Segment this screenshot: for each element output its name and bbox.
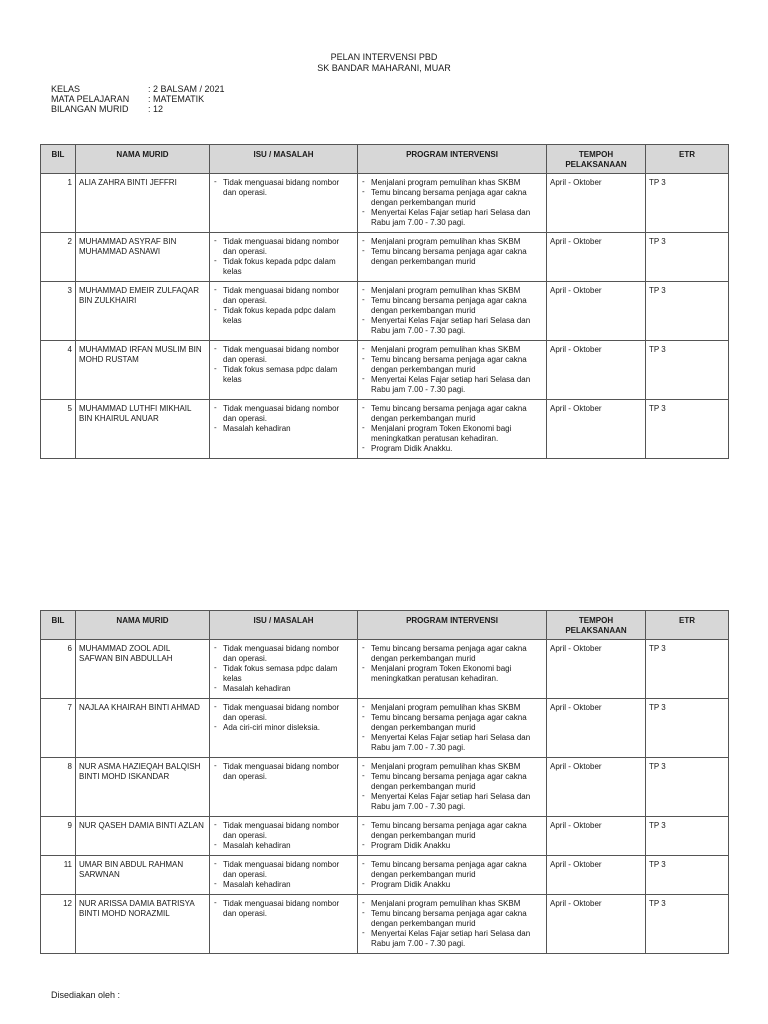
col-header-tempoh-pelaksanaan: TEMPOH PELAKSANAAN <box>547 611 646 640</box>
col-header-etr: ETR <box>646 611 729 640</box>
cell-program <box>358 758 547 817</box>
cell-program <box>358 640 547 699</box>
cell-program-item: - Temu bincang bersama penjaga agar cakna dengan perkembangan murid <box>361 909 543 929</box>
cell-program-list <box>361 703 543 753</box>
cell-bil: 9 <box>41 817 76 856</box>
school-name: SK BANDAR MAHARANI, MUAR <box>317 63 451 73</box>
cell-nama-murid: NAJLAA KHAIRAH BINTI AHMAD <box>76 699 210 758</box>
cell-program <box>358 233 547 282</box>
cell-program-item: - Temu bincang bersama penjaga agar cakna dengan perkembangan murid <box>361 247 543 267</box>
cell-nama-murid: MUHAMMAD IRFAN MUSLIM BIN MOHD RUSTAM <box>76 341 210 400</box>
table-row <box>41 400 729 459</box>
table-row <box>41 174 729 233</box>
cell-isu-list <box>213 345 354 385</box>
cell-isu-list <box>213 703 354 733</box>
cell-program-item: - Menjalani program pemulihan khas SKBM <box>361 237 543 247</box>
cell-program-item: - Temu bincang bersama penjaga agar cakna dengan perkembangan murid <box>361 404 543 424</box>
cell-program-item: - Menyertai Kelas Fajar setiap hari Selasa dan Rabu jam 7.00 - 7.30 pagi. <box>361 929 543 949</box>
cell-isu <box>210 400 358 459</box>
cell-isu-item: - Tidak menguasai bidang nombor dan operasi. <box>213 178 354 198</box>
table-row <box>41 699 729 758</box>
col-header-nama-murid: NAMA MURID <box>76 145 210 174</box>
cell-program-item: - Menjalani program Token Ekonomi bagi meningkatkan peratusan kehadiran. <box>361 424 543 444</box>
cell-tempoh: April - Oktober <box>547 895 646 954</box>
cell-program <box>358 174 547 233</box>
cell-program-item: - Menjalani program pemulihan khas SKBM <box>361 703 543 713</box>
cell-etr: TP 3 <box>646 640 729 699</box>
cell-isu-item: - Tidak menguasai bidang nombor dan operasi. <box>213 762 354 782</box>
cell-isu-item: - Tidak menguasai bidang nombor dan operasi. <box>213 286 354 306</box>
cell-tempoh: April - Oktober <box>547 640 646 699</box>
cell-etr: TP 3 <box>646 233 729 282</box>
cell-bil: 2 <box>41 233 76 282</box>
cell-program-item: - Menyertai Kelas Fajar setiap hari Selasa dan Rabu jam 7.00 - 7.30 pagi. <box>361 792 543 812</box>
cell-program-item: - Temu bincang bersama penjaga agar cakna dengan perkembangan murid <box>361 644 543 664</box>
cell-isu <box>210 341 358 400</box>
cell-isu-item: - Ada ciri-ciri minor disleksia. <box>213 723 354 733</box>
table-row <box>41 282 729 341</box>
cell-tempoh: April - Oktober <box>547 817 646 856</box>
cell-bil: 11 <box>41 856 76 895</box>
table-row <box>41 856 729 895</box>
cell-bil: 3 <box>41 282 76 341</box>
cell-isu <box>210 817 358 856</box>
cell-program-item: - Temu bincang bersama penjaga agar cakna dengan perkembangan murid <box>361 188 543 208</box>
cell-program-item: - Menyertai Kelas Fajar setiap hari Selasa dan Rabu jam 7.00 - 7.30 pagi. <box>361 375 543 395</box>
cell-isu-item: - Tidak fokus semasa pdpc dalam kelas <box>213 664 354 684</box>
class-value: : 2 BALSAM / 2021 <box>148 84 225 94</box>
cell-nama-murid: MUHAMMAD EMEIR ZULFAQAR BIN ZULKHAIRI <box>76 282 210 341</box>
col-header-bil: BIL <box>41 611 76 640</box>
cell-program <box>358 856 547 895</box>
col-header-isu-masalah: ISU / MASALAH <box>210 611 358 640</box>
intervention-table-2 <box>40 610 729 954</box>
cell-isu-item: - Tidak fokus semasa pdpc dalam kelas <box>213 365 354 385</box>
cell-program-item: - Temu bincang bersama penjaga agar cakna dengan perkembangan murid <box>361 772 543 792</box>
class-info-row <box>51 84 225 94</box>
cell-tempoh: April - Oktober <box>547 341 646 400</box>
cell-isu-item: - Tidak menguasai bidang nombor dan operasi. <box>213 899 354 919</box>
class-info-row <box>51 94 225 104</box>
subject-value: : MATEMATIK <box>148 94 205 104</box>
prepared-by: Disediakan oleh : <box>51 990 121 1000</box>
cell-program-item: - Menyertai Kelas Fajar setiap hari Selasa dan Rabu jam 7.00 - 7.30 pagi. <box>361 208 543 228</box>
cell-nama-murid: MUHAMMAD LUTHFI MIKHAIL BIN KHAIRUL ANUAR <box>76 400 210 459</box>
cell-etr: TP 3 <box>646 341 729 400</box>
cell-nama-murid: UMAR BIN ABDUL RAHMAN SARWNAN <box>76 856 210 895</box>
cell-program-list <box>361 237 543 267</box>
col-header-program-intervensi: PROGRAM INTERVENSI <box>358 611 547 640</box>
cell-isu <box>210 758 358 817</box>
cell-isu <box>210 856 358 895</box>
cell-program-item: - Temu bincang bersama penjaga agar cakna dengan perkembangan murid <box>361 713 543 733</box>
cell-isu-list <box>213 404 354 434</box>
cell-isu-item: - Tidak fokus kepada pdpc dalam kelas <box>213 257 354 277</box>
class-info <box>51 84 225 114</box>
cell-tempoh: April - Oktober <box>547 758 646 817</box>
cell-etr: TP 3 <box>646 856 729 895</box>
table-row <box>41 640 729 699</box>
cell-program <box>358 282 547 341</box>
cell-program-item: - Temu bincang bersama penjaga agar cakna dengan perkembangan murid <box>361 860 543 880</box>
cell-bil: 4 <box>41 341 76 400</box>
table-header-row <box>41 145 729 174</box>
cell-nama-murid: NUR ASMA HAZIEQAH BALQISH BINTI MOHD ISKANDAR <box>76 758 210 817</box>
cell-bil: 5 <box>41 400 76 459</box>
cell-isu <box>210 174 358 233</box>
cell-isu-item: - Masalah kehadiran <box>213 424 354 434</box>
table-row <box>41 758 729 817</box>
cell-tempoh: April - Oktober <box>547 233 646 282</box>
cell-bil: 12 <box>41 895 76 954</box>
cell-nama-murid: NUR ARISSA DAMIA BATRISYA BINTI MOHD NORAZMIL <box>76 895 210 954</box>
cell-isu-item: - Tidak menguasai bidang nombor dan operasi. <box>213 860 354 880</box>
cell-program <box>358 341 547 400</box>
cell-isu-list <box>213 286 354 326</box>
col-header-isu-masalah: ISU / MASALAH <box>210 145 358 174</box>
cell-isu-item: - Tidak menguasai bidang nombor dan operasi. <box>213 703 354 723</box>
cell-isu-item: - Tidak fokus kepada pdpc dalam kelas <box>213 306 354 326</box>
cell-nama-murid: MUHAMMAD ZOOL ADIL SAFWAN BIN ABDULLAH <box>76 640 210 699</box>
cell-nama-murid: MUHAMMAD ASYRAF BIN MUHAMMAD ASNAWI <box>76 233 210 282</box>
cell-etr: TP 3 <box>646 758 729 817</box>
cell-bil: 7 <box>41 699 76 758</box>
class-label: KELAS <box>51 84 81 94</box>
cell-program-item: - Menjalani program pemulihan khas SKBM <box>361 899 543 909</box>
cell-program-item: - Program Didik Anakku. <box>361 444 543 454</box>
cell-program-item: - Temu bincang bersama penjaga agar cakna dengan perkembangan murid <box>361 296 543 316</box>
col-header-nama-murid: NAMA MURID <box>76 611 210 640</box>
cell-program <box>358 895 547 954</box>
cell-isu-list <box>213 178 354 198</box>
cell-program-list <box>361 404 543 454</box>
cell-tempoh: April - Oktober <box>547 400 646 459</box>
cell-etr: TP 3 <box>646 895 729 954</box>
cell-program-list <box>361 821 543 851</box>
cell-isu-item: - Tidak menguasai bidang nombor dan operasi. <box>213 404 354 424</box>
cell-program-item: - Temu bincang bersama penjaga agar cakna dengan perkembangan murid <box>361 821 543 841</box>
table-row <box>41 817 729 856</box>
cell-isu-list <box>213 821 354 851</box>
cell-program-item: - Menjalani program Token Ekonomi bagi meningkatkan peratusan kehadiran. <box>361 664 543 684</box>
cell-program-list <box>361 644 543 684</box>
document-title: PELAN INTERVENSI PBD <box>330 52 438 62</box>
cell-program-item: - Menjalani program pemulihan khas SKBM <box>361 762 543 772</box>
cell-etr: TP 3 <box>646 699 729 758</box>
cell-program-list <box>361 899 543 949</box>
cell-program-list <box>361 762 543 812</box>
cell-program-item: - Menjalani program pemulihan khas SKBM <box>361 178 543 188</box>
cell-isu-list <box>213 762 354 782</box>
subject-label: MATA PELAJARAN <box>51 94 130 104</box>
cell-tempoh: April - Oktober <box>547 856 646 895</box>
class-info-row <box>51 104 225 114</box>
cell-isu <box>210 233 358 282</box>
cell-program-list <box>361 860 543 890</box>
cell-isu-item: - Tidak menguasai bidang nombor dan operasi. <box>213 345 354 365</box>
cell-bil: 8 <box>41 758 76 817</box>
cell-isu-item: - Tidak menguasai bidang nombor dan operasi. <box>213 237 354 257</box>
cell-bil: 1 <box>41 174 76 233</box>
cell-program <box>358 699 547 758</box>
cell-isu <box>210 640 358 699</box>
table-row <box>41 341 729 400</box>
cell-isu <box>210 895 358 954</box>
cell-program-item: - Menyertai Kelas Fajar setiap hari Selasa dan Rabu jam 7.00 - 7.30 pagi. <box>361 316 543 336</box>
cell-tempoh: April - Oktober <box>547 174 646 233</box>
cell-etr: TP 3 <box>646 817 729 856</box>
col-header-etr: ETR <box>646 145 729 174</box>
table-row <box>41 895 729 954</box>
col-header-bil: BIL <box>41 145 76 174</box>
cell-program-item: - Menjalani program pemulihan khas SKBM <box>361 286 543 296</box>
cell-etr: TP 3 <box>646 282 729 341</box>
cell-isu <box>210 699 358 758</box>
cell-isu-list <box>213 237 354 277</box>
cell-tempoh: April - Oktober <box>547 282 646 341</box>
cell-isu-item: - Masalah kehadiran <box>213 880 354 890</box>
cell-etr: TP 3 <box>646 174 729 233</box>
cell-isu-list <box>213 860 354 890</box>
cell-program-item: - Program Didik Anakku <box>361 880 543 890</box>
cell-isu-list <box>213 899 354 919</box>
cell-isu-item: - Masalah kehadiran <box>213 841 354 851</box>
student-count-label: BILANGAN MURID <box>51 104 129 114</box>
cell-isu-item: - Masalah kehadiran <box>213 684 354 694</box>
table-row <box>41 233 729 282</box>
cell-program <box>358 400 547 459</box>
cell-program-list <box>361 286 543 336</box>
cell-program-item: - Menyertai Kelas Fajar setiap hari Selasa dan Rabu jam 7.00 - 7.30 pagi. <box>361 733 543 753</box>
cell-bil: 6 <box>41 640 76 699</box>
cell-program-item: - Menjalani program pemulihan khas SKBM <box>361 345 543 355</box>
cell-nama-murid: NUR QASEH DAMIA BINTI AZLAN <box>76 817 210 856</box>
cell-program-list <box>361 345 543 395</box>
cell-isu-item: - Tidak menguasai bidang nombor dan operasi. <box>213 644 354 664</box>
cell-isu-list <box>213 644 354 694</box>
cell-etr: TP 3 <box>646 400 729 459</box>
cell-program-list <box>361 178 543 228</box>
cell-program <box>358 817 547 856</box>
cell-isu <box>210 282 358 341</box>
cell-tempoh: April - Oktober <box>547 699 646 758</box>
cell-isu-item: - Tidak menguasai bidang nombor dan operasi. <box>213 821 354 841</box>
cell-program-item: - Temu bincang bersama penjaga agar cakna dengan perkembangan murid <box>361 355 543 375</box>
cell-program-item: - Program Didik Anakku <box>361 841 543 851</box>
table-header-row <box>41 611 729 640</box>
intervention-table-1 <box>40 144 729 459</box>
col-header-program-intervensi: PROGRAM INTERVENSI <box>358 145 547 174</box>
col-header-tempoh-pelaksanaan: TEMPOH PELAKSANAAN <box>547 145 646 174</box>
cell-nama-murid: ALIA ZAHRA BINTI JEFFRI <box>76 174 210 233</box>
student-count-value: : 12 <box>148 104 164 114</box>
